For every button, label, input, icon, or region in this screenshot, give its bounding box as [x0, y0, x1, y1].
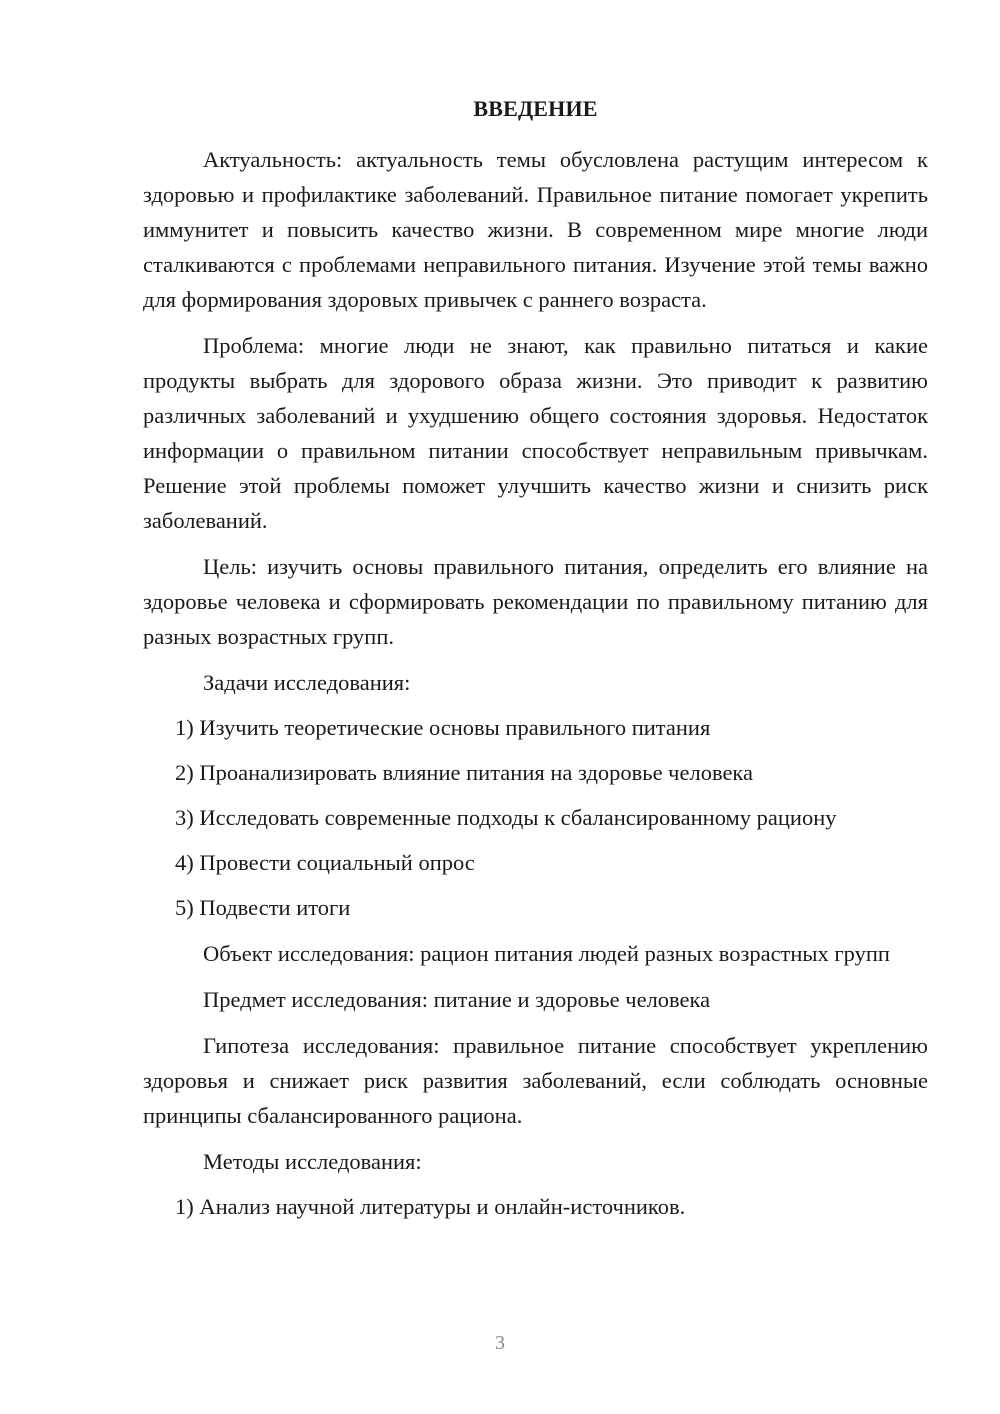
- list-item: 5) Подвести итоги: [175, 895, 351, 920]
- list-item: 4) Провести социальный опрос: [175, 850, 475, 875]
- object-paragraph: Объект исследования: рацион питания людей разных возрастных групп: [203, 941, 890, 966]
- page-number: 3: [495, 1332, 505, 1354]
- relevance-paragraph: Актуальность: актуальность темы обусловлена растущим интересом к здоровью и профилактике заболеваний. Правильное питание помогает укрепить иммунитет и повысить качество жизни. В современном мире многие люди сталкиваются с проблемами неправильного питания. Изучение этой темы важно для формирования здоровых привычек с раннего возраста.: [143, 147, 928, 312]
- tasks-heading: Задачи исследования:: [203, 670, 411, 695]
- subject-paragraph: Предмет исследования: питание и здоровье человека: [203, 987, 711, 1012]
- methods-heading: Методы исследования:: [203, 1149, 422, 1174]
- goal-paragraph: Цель: изучить основы правильного питания, определить его влияние на здоровье человека и сформировать рекомендации по правильному питанию для разных возрастных групп.: [143, 554, 928, 649]
- list-item: 2) Проанализировать влияние питания на здоровье человека: [175, 760, 754, 785]
- hypothesis-paragraph: Гипотеза исследования: правильное питание способствует укреплению здоровья и снижает риск развития заболеваний, если соблюдать основные принципы сбалансированного рациона.: [143, 1033, 928, 1128]
- section-title: ВВЕДЕНИЕ: [473, 96, 598, 121]
- methods-list: [143, 1189, 928, 1224]
- list-item: 3) Исследовать современные подходы к сбалансированному рациону: [175, 805, 837, 830]
- list-item: 1) Изучить теоретические основы правильного питания: [175, 715, 711, 740]
- tasks-list: [143, 710, 928, 925]
- list-item: 1) Анализ научной литературы и онлайн-источников.: [175, 1194, 686, 1219]
- problem-paragraph: Проблема: многие люди не знают, как правильно питаться и какие продукты выбрать для здорового образа жизни. Это приводит к развитию различных заболеваний и ухудшению общего состояния здоровья. Недостаток информации о правильном питании способствует неправильным привычкам. Решение этой проблемы поможет улучшить качество жизни и снизить риск заболеваний.: [143, 333, 928, 533]
